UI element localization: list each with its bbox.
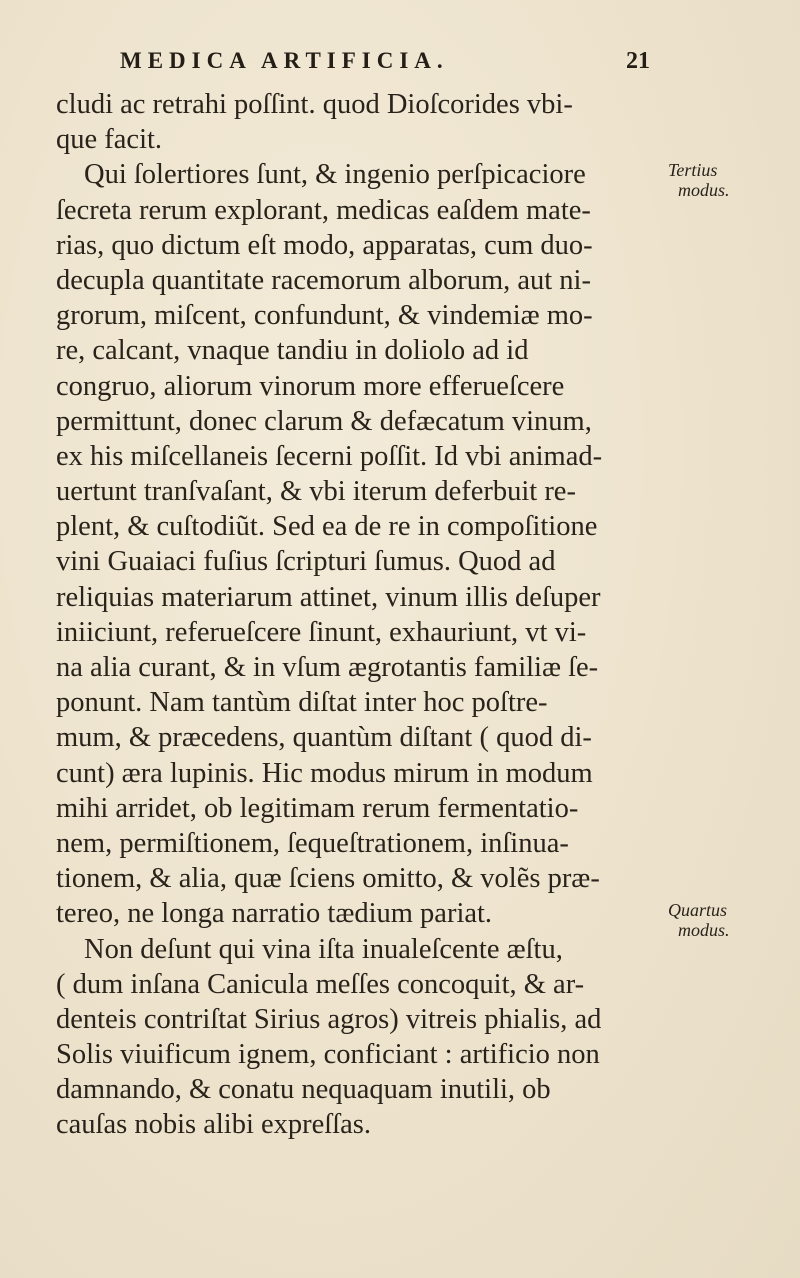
text-line: ex his miſcellaneis ſecerni poſſit. Id vbi animad- [56,440,603,472]
text-line: rias, quo dictum eſt modo, apparatas, cum duo- [56,229,593,261]
body-text [56,87,636,1143]
text-line: ponunt. Nam tantùm diſtat inter hoc poſtre- [56,687,548,719]
text-line: mihi arridet, ob legitimam rerum fermentatio- [56,792,579,824]
text-line: vini Guaiaci fuſius ſcripturi ſumus. Quod ad [56,546,556,578]
text-line: ſecreta rerum explorant, medicas eaſdem mate- [56,194,591,226]
text-line: ( dum inſana Canicula meſſes concoquit, & ar- [56,968,585,1000]
text-line: iniiciunt, referueſcere ſinunt, exhauriunt, vt vi- [56,616,587,648]
margin-note-line: Tertius [668,160,718,180]
text-line: denteis contriſtat Sirius agros) vitreis phialis, ad [56,1003,602,1035]
text-line: Non deſunt qui vina iſta inualeſcente æſtu, [84,933,563,965]
text-line: plent, & cuſtodiũt. Sed ea de re in compoſitione [56,511,598,543]
text-line: Solis viuificum ignem, conficiant : artificio non [56,1039,600,1071]
text-line: Qui ſolertiores ſunt, & ingenio perſpicaciore [84,159,586,191]
page-header [110,48,650,80]
text-line: uertunt tranſvaſant, & vbi iterum deferbuit re- [56,476,576,508]
margin-note-line: modus. [678,920,730,940]
text-line: cludi ac retrahi poſſint. quod Dioſcorides vbi- [56,89,573,120]
margin-note-line: Quartus [668,900,728,920]
text-line: que facit. [56,124,163,156]
text-line: na alia curant, & in vſum ægrotantis familiæ ſe- [56,652,599,683]
text-line: mum, & præcedens, quantùm diſtant ( quod di- [56,722,592,754]
text-line: reliquias materiarum attinet, vinum illis deſuper [56,581,601,613]
text-line: damnando, & conatu nequaquam inutili, ob [56,1074,551,1106]
text-line: decupla quantitate racemorum alborum, aut ni- [56,264,591,296]
margin-note-line: modus. [678,180,730,200]
text-line: cauſas nobis alibi expreſſas. [56,1109,371,1141]
text-line: nem, permiſtionem, ſequeſtrationem, inſinua- [56,827,569,859]
margin-note-tertius [668,160,788,200]
text-line: cunt) æra lupinis. Hic modus mirum in modum [56,757,593,789]
text-line: grorum, miſcent, confundunt, & vindemiæ mo- [56,300,593,332]
text-line: congruo, aliorum vinorum more efferueſcere [56,370,565,402]
text-line: tereo, ne longa narratio tædium pariat. [56,898,493,930]
running-title: MEDICA ARTIFICIA. [120,48,449,73]
text-line: re, calcant, vnaque tandiu in doliolo ad id [56,335,529,367]
page-number: 21 [626,48,650,74]
text-line: tionem, & alia, quæ ſciens omitto, & volẽs præ- [56,863,600,895]
margin-note-quartus [668,900,788,940]
text-line: permittunt, donec clarum & defæcatum vinum, [56,405,592,437]
